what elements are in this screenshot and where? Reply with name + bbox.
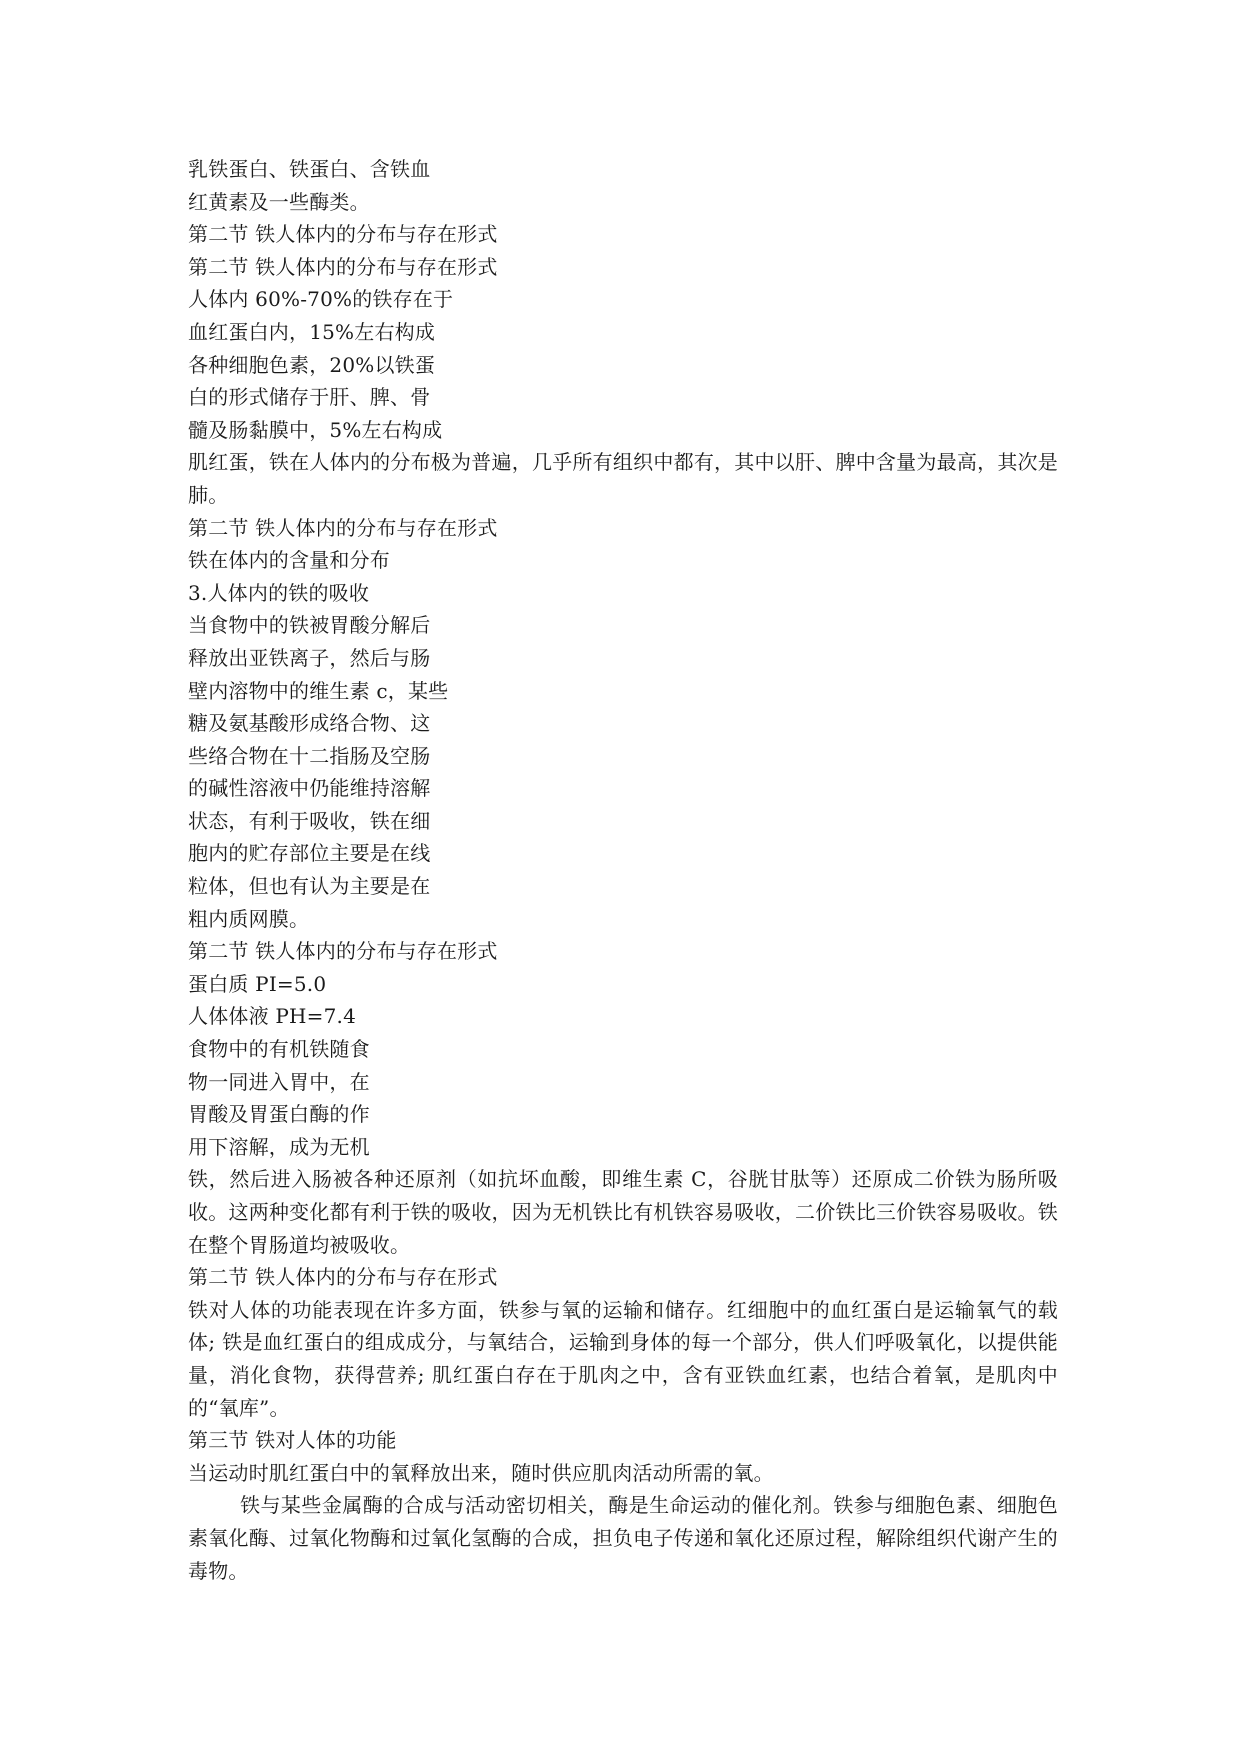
text-line: 蛋白质 PI=5.0 — [188, 971, 327, 996]
text-line: 物一同进入胃中，在 — [188, 1069, 370, 1094]
text-line: 红黄素及一些酶类。 — [188, 189, 370, 214]
text-line: 粒体，但也有认为主要是在 — [188, 874, 431, 899]
text-line: 壁内溶物中的维生素 c，某些 — [188, 678, 449, 703]
text-line: 当食物中的铁被胃酸分解后 — [188, 613, 431, 638]
text-line: 人体内 60%-70%的铁存在于 — [188, 287, 454, 312]
section-heading: 第二节 铁人体内的分布与存在形式 — [188, 222, 498, 247]
text-line: 血红蛋白内，15%左右构成 — [188, 319, 436, 344]
document-body — [188, 153, 1058, 1587]
text-line: 胃酸及胃蛋白酶的作 — [188, 1102, 370, 1127]
section-heading: 第二节 铁人体内的分布与存在形式 — [188, 515, 498, 540]
text-line: 用下溶解，成为无机 — [188, 1134, 370, 1159]
text-line: 粗内质网膜。 — [188, 906, 310, 931]
subheading: 铁在体内的含量和分布 — [188, 548, 390, 573]
section-heading: 第二节 铁人体内的分布与存在形式 — [188, 939, 498, 964]
section-heading: 第三节 铁对人体的功能 — [188, 1428, 397, 1453]
text-line: 状态，有利于吸收，铁在细 — [188, 808, 431, 833]
paragraph-absorption: 铁，然后进入肠被各种还原剂（如抗坏血酸，即维生素 C，谷胱甘肽等）还原成二价铁为肠所吸收。这两种变化都有利于铁的吸收，因为无机铁比有机铁容易吸收，二价铁比三价铁容易吸收。铁在整个胃肠道均被吸收。 — [188, 1167, 1058, 1257]
text-line: 糖及氨基酸形成络合物、这 — [188, 711, 431, 736]
text-line: 当运动时肌红蛋白中的氧释放出来，随时供应肌肉活动所需的氧。 — [188, 1460, 774, 1485]
text-line: 释放出亚铁离子，然后与肠 — [188, 645, 431, 670]
text-line: 的碱性溶液中仍能维持溶解 — [188, 776, 431, 801]
paragraph-enzymes: 铁与某些金属酶的合成与活动密切相关，酶是生命运动的催化剂。铁参与细胞色素、细胞色素氧化酶、过氧化物酶和过氧化氢酶的合成，担负电子传递和氧化还原过程，解除组织代谢产生的毒物。 — [188, 1493, 1058, 1583]
text-line: 髓及肠黏膜中，5%左右构成 — [188, 417, 443, 442]
text-line: 白的形式储存于肝、脾、骨 — [188, 385, 431, 410]
section-heading: 第二节 铁人体内的分布与存在形式 — [188, 1265, 498, 1290]
paragraph-distribution: 肌红蛋，铁在人体内的分布极为普遍，几乎所有组织中都有，其中以肝、脾中含量为最高，其次是肺。 — [188, 450, 1058, 507]
text-line: 乳铁蛋白、铁蛋白、含铁血 — [188, 157, 431, 181]
text-line: 人体体液 PH=7.4 — [188, 1004, 357, 1029]
paragraph-functions: 铁对人体的功能表现在许多方面，铁参与氧的运输和储存。红细胞中的血红蛋白是运输氧气的载体; 铁是血红蛋白的组成成分，与氧结合，运输到身体的每一个部分，供人们呼吸氧化，以提供能量，消化食物，获得营养; 肌红蛋白存在于肌肉之中，含有亚铁血红素，也结合着氧，是肌肉中的“氧库”。 — [188, 1297, 1058, 1420]
text-line: 各种细胞色素，20%以铁蛋 — [188, 352, 436, 377]
section-heading: 第二节 铁人体内的分布与存在形式 — [188, 254, 498, 279]
text-line: 食物中的有机铁随食 — [188, 1037, 370, 1062]
text-line: 胞内的贮存部位主要是在线 — [188, 841, 431, 866]
text-line: 些络合物在十二指肠及空肠 — [188, 743, 431, 768]
subheading: 3.人体内的铁的吸收 — [188, 580, 370, 605]
